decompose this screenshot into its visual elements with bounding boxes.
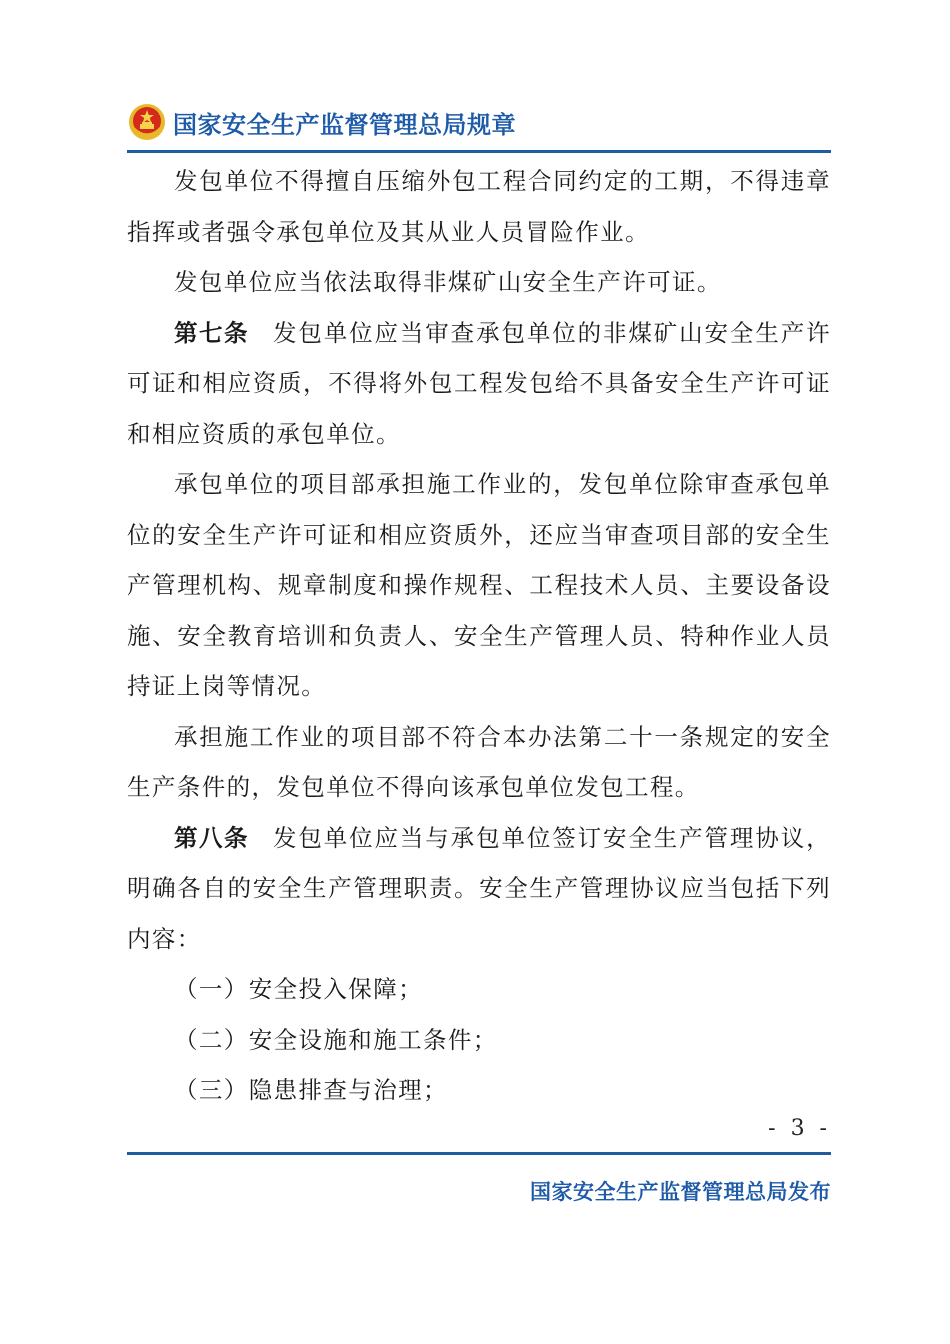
header-title: 国家安全生产监督管理总局规章 <box>173 110 516 139</box>
paragraph-text: 发包单位不得擅自压缩外包工程合同约定的工期，不得违章指挥或者强令承包单位及其从业人员冒险作业。 <box>127 167 831 246</box>
article-number: 第七条 <box>174 318 249 347</box>
page-header <box>127 98 516 146</box>
paragraph-text: 发包单位应当与承包单位签订安全生产管理协议，明确各自的安全生产管理职责。安全生产管理协议应当包括下列内容： <box>127 823 831 953</box>
paragraph <box>127 156 831 257</box>
page-number: - 3 - <box>768 1116 831 1141</box>
list-item <box>127 1065 831 1116</box>
paragraph <box>127 257 831 308</box>
article-paragraph <box>127 308 831 460</box>
paragraph-text: 承包单位的项目部承担施工作业的，发包单位除审查承包单位的安全生产许可证和相应资质外，还应当审查项目部的安全生产管理机构、规章制度和操作规程、工程技术人员、主要设备设施、安全教育培训和负责人、安全生产管理人员、特种作业人员持证上岗等情况。 <box>127 470 831 700</box>
paragraph <box>127 459 831 712</box>
paragraph-text: 承担施工作业的项目部不符合本办法第二十一条规定的安全生产条件的，发包单位不得向该承包单位发包工程。 <box>127 722 831 801</box>
list-item-text: （一）安全投入保障； <box>174 975 423 1003</box>
national-emblem-icon <box>127 102 167 142</box>
article-paragraph <box>127 813 831 965</box>
list-item-text: （三）隐患排查与治理； <box>174 1076 448 1104</box>
document-body <box>127 156 831 1116</box>
list-item <box>127 964 831 1015</box>
footer-title: 国家安全生产监督管理总局发布 <box>530 1180 831 1204</box>
paragraph-text: 发包单位应当依法取得非煤矿山安全生产许可证。 <box>174 268 722 296</box>
list-item <box>127 1015 831 1066</box>
paragraph-text: 发包单位应当审查承包单位的非煤矿山安全生产许可证和相应资质，不得将外包工程发包给不具备安全生产许可证和相应资质的承包单位。 <box>127 318 831 448</box>
list-item-text: （二）安全设施和施工条件； <box>174 1025 498 1054</box>
paragraph <box>127 712 831 813</box>
footer-divider <box>127 1152 831 1155</box>
article-number: 第八条 <box>174 823 249 852</box>
header-divider <box>127 150 831 153</box>
